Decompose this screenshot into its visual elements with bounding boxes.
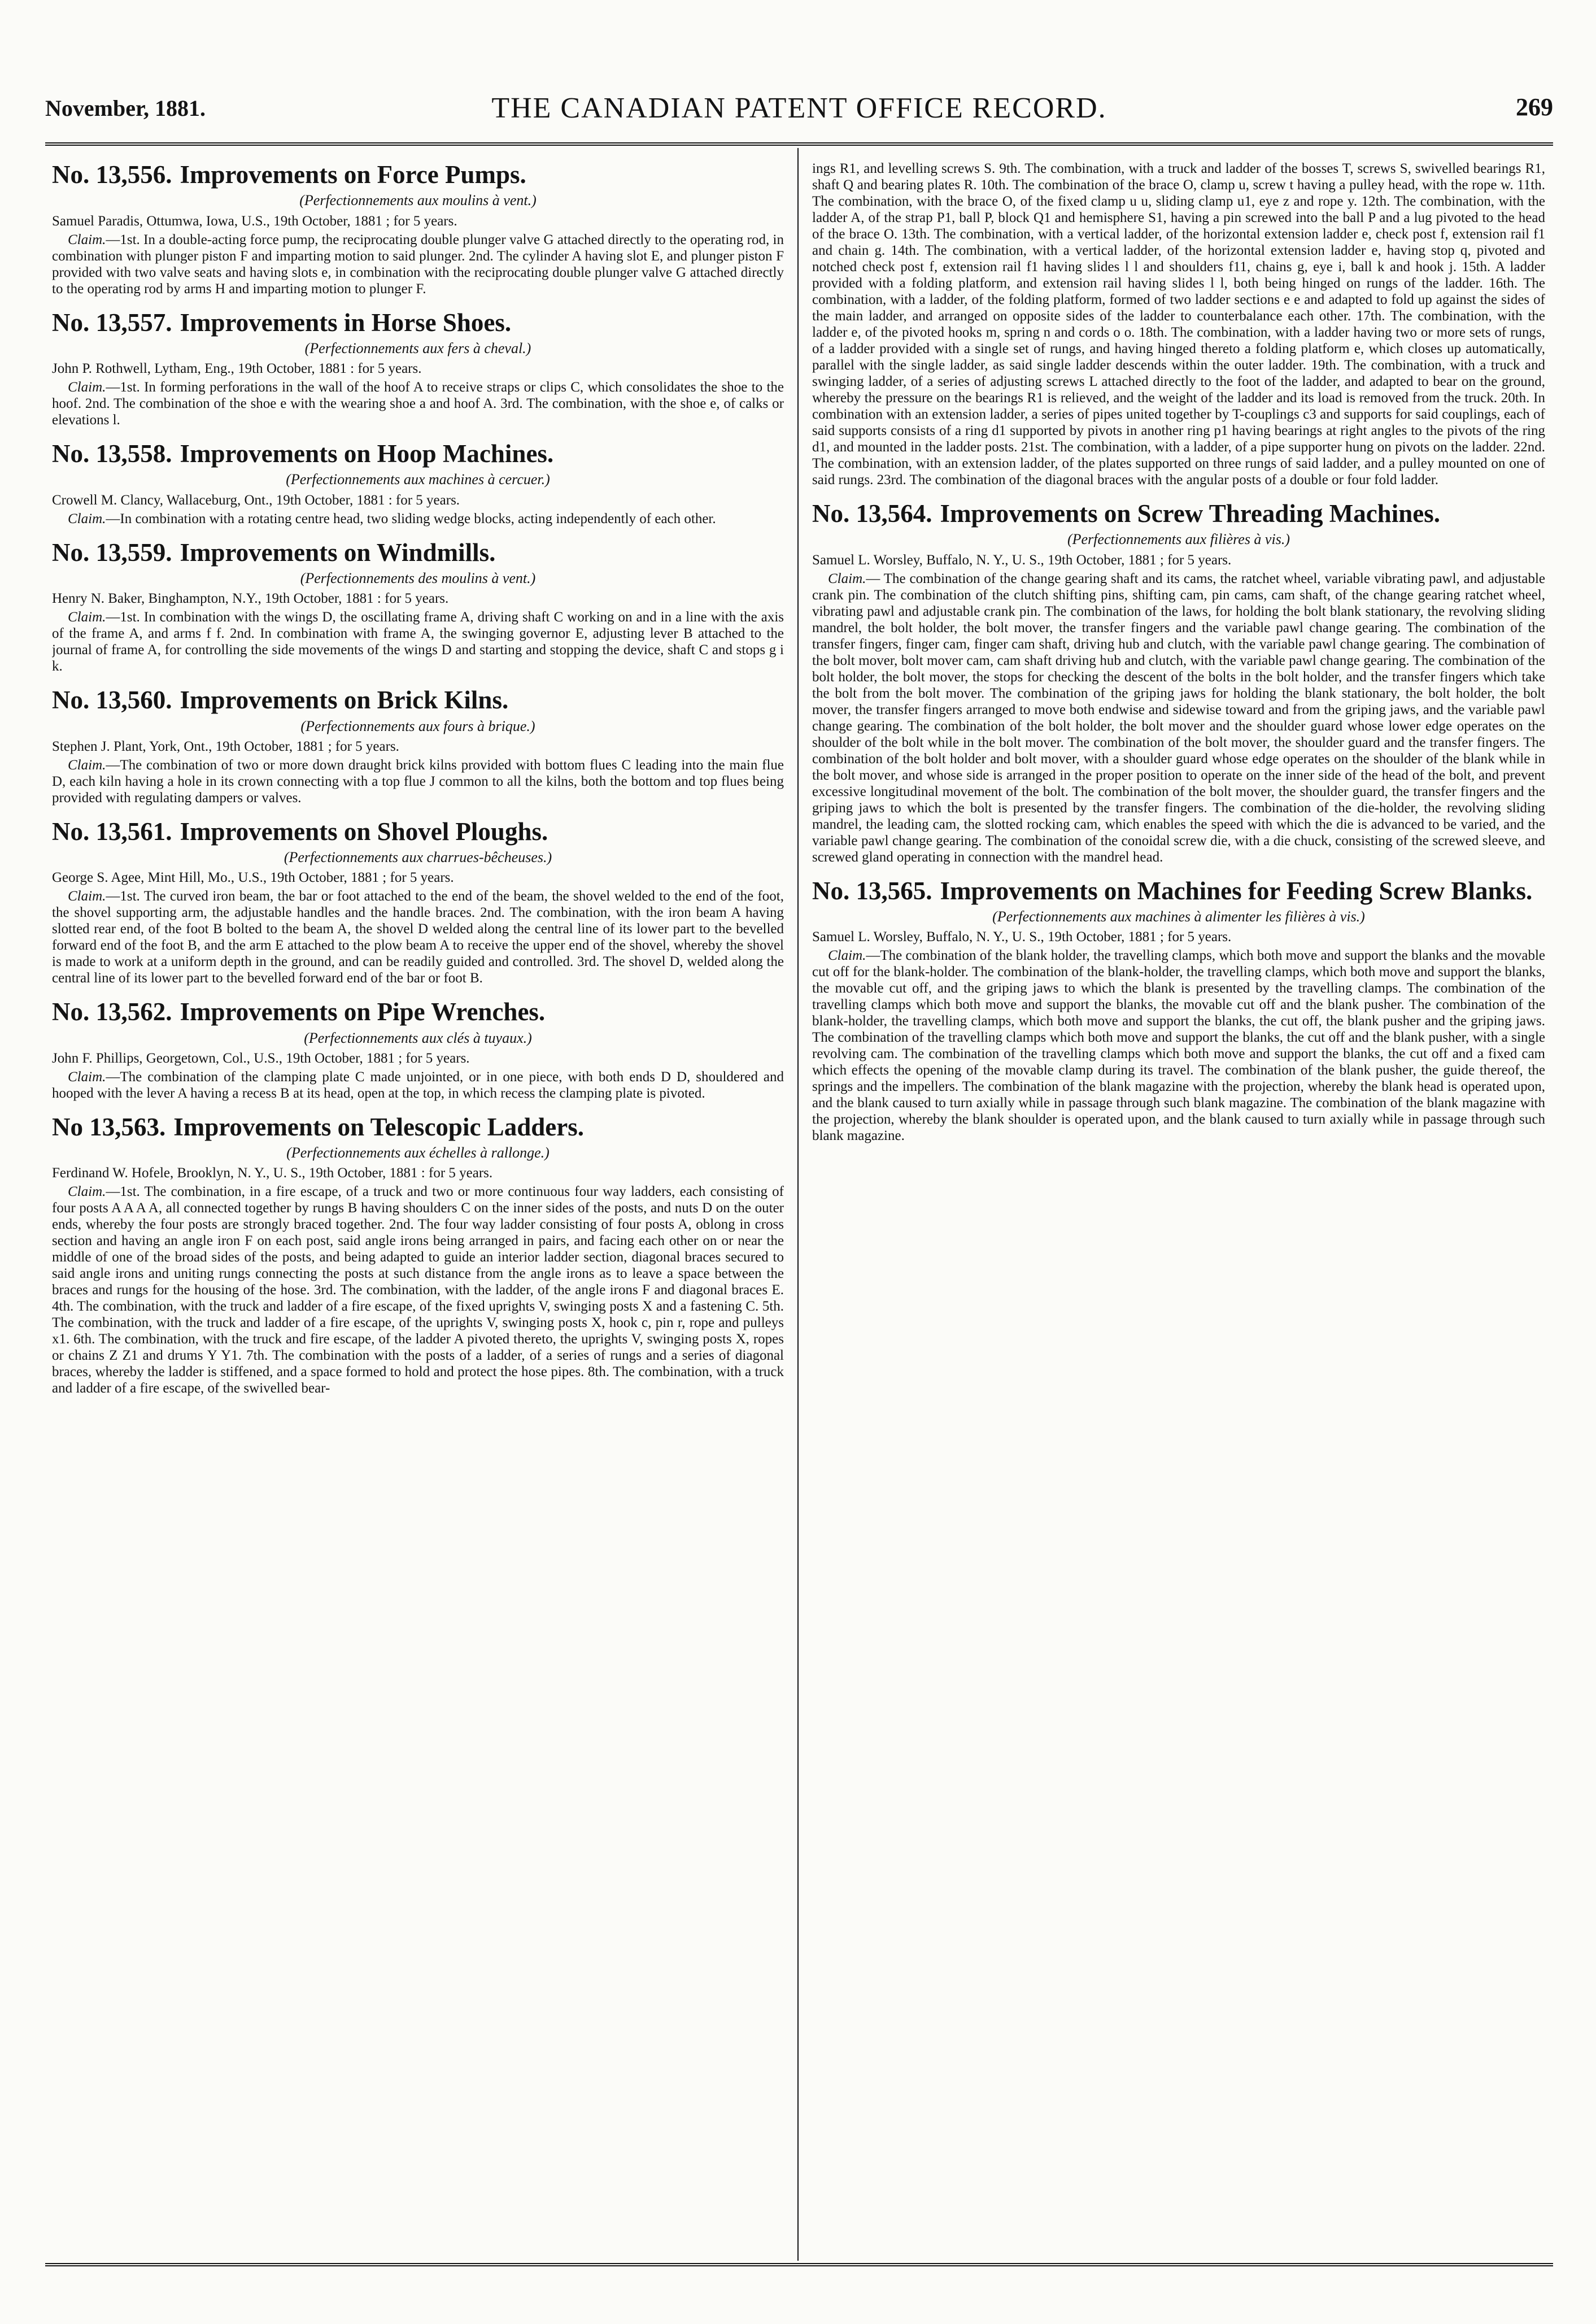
patent-number: No. 13,561. [52, 817, 172, 846]
claim-label: Claim. [68, 232, 106, 247]
claim-text: —In combination with a rotating centre head, two sliding wedge blocks, acting independently of each other. [106, 511, 716, 526]
page-header [45, 85, 1553, 130]
patent-inventor: John F. Phillips, Georgetown, Col., U.S., 19th October, 1881 ; for 5 years. [52, 1050, 470, 1066]
patent-heading [52, 1113, 784, 1141]
patent-claim [52, 757, 784, 806]
patent-heading [52, 817, 784, 846]
patent-title: Improvements on Force Pumps. [180, 160, 526, 189]
patent-entry [52, 538, 784, 675]
patent-inventor: Samuel Paradis, Ottumwa, Iowa, U.S., 19th October, 1881 ; for 5 years. [52, 213, 457, 229]
patent-french-title: (Perfectionnements aux machines à alimenter les filières à vis.) [992, 908, 1365, 925]
patent-entry [52, 1113, 784, 1397]
patent-title: Improvements on Windmills. [180, 538, 496, 567]
patent-entry [52, 998, 784, 1102]
claim-label: Claim. [68, 1069, 106, 1085]
patent-heading [52, 308, 784, 337]
claim-text: —The combination of the blank holder, the travelling clamps, which both move and support the blanks and the movable cut off for the blank-holder. The combination of the blank-holder, the travelling clamps, which both move and support the blanks, the movable cut off, and the griping jaws to which the blank is presented by the travelling clamps. The combination of the travelling clamps which both move and support the blanks, the movable cut off and the blank pusher. The combination of the blank-holder, the travelling clamps, which both move and support the blanks, the cut off, the blank pusher and the griping jaws. The combination of the travelling clamps which both move and support the blanks, the cut off and the blank pusher, with a single revolving cam. The combination of the travelling clamps which both move and support the blanks, the cut off and a fixed cam which effects the opening of the movable clamp during its travel. The combination of the blank pusher, the guide thereof, the springs and the impellers. The combination of the blank magazine with the projection, whereby the blank head is operated upon, and the blank caused to turn axially while in passage through such blank magazine. The combination of the blank magazine with the projection, whereby the blank shoulder is operated upon, and the blank caused to turn axially while in passage through such blank magazine. [812, 948, 1545, 1144]
patent-title: Improvements on Telescopic Ladders. [173, 1112, 584, 1141]
right-column [812, 160, 1545, 2260]
patent-number: No. 13,558. [52, 439, 172, 468]
patent-inventor: Samuel L. Worsley, Buffalo, N. Y., U. S., 19th October, 1881 ; for 5 years. [812, 552, 1232, 568]
footer-rule [45, 2263, 1553, 2266]
patent-inventor: Crowell M. Clancy, Wallaceburg, Ont., 19th October, 1881 : for 5 years. [52, 492, 460, 508]
patent-title: Improvements in Horse Shoes. [180, 308, 512, 337]
claim-label: Claim. [68, 889, 106, 904]
patent-french-title: (Perfectionnements des moulins à vent.) [300, 570, 536, 587]
patent-number: No. 13,556. [52, 160, 172, 189]
patent-claim [52, 609, 784, 674]
claim-text: —The combination of two or more down draught brick kilns provided with bottom flues C leading into the main flue D, each kiln having a hole in its crown connecting with a top flue J common to all the kilns, both the bottom and top flues being provided with regulating dampers or valves. [52, 757, 784, 806]
patent-inventor: John P. Rothwell, Lytham, Eng., 19th October, 1881 : for 5 years. [52, 361, 422, 377]
patent-title: Improvements on Shovel Ploughs. [180, 817, 548, 846]
claim-label: Claim. [68, 757, 106, 773]
header-rule [45, 142, 1553, 146]
patent-french-title: (Perfectionnements aux fours à brique.) [300, 717, 535, 734]
claim-text: —1st. In combination with the wings D, the oscillating frame A, driving shaft C working on and in a line with the axis of the frame A, and arms f f. 2nd. In combination with frame A, the swinging governor E, adjusting lever B attached to the journal of frame A, for controlling the side movements of the wings D and starting and stopping the device, shaft C and stops g i k. [52, 610, 784, 674]
patent-entry [812, 877, 1545, 1144]
patent-french-title: (Perfectionnements aux filières à vis.) [1067, 531, 1290, 548]
patent-title: Improvements on Screw Threading Machines. [940, 499, 1440, 528]
patent-inventor: Ferdinand W. Hofele, Brooklyn, N. Y., U. S., 19th October, 1881 : for 5 years. [52, 1165, 493, 1181]
claim-label: Claim. [68, 610, 106, 625]
patent-number: No. 13,565. [812, 876, 932, 905]
publication-title: THE CANADIAN PATENT OFFICE RECORD. [491, 92, 1107, 124]
patent-entry [52, 160, 784, 297]
patent-heading [52, 160, 784, 189]
patent-claim [52, 511, 784, 527]
patent-claim [812, 947, 1545, 1144]
patent-claim [52, 232, 784, 297]
patent-french-title: (Perfectionnements aux charrues-bêcheuses.) [284, 849, 552, 866]
patent-number: No. 13,559. [52, 538, 172, 567]
claim-label: Claim. [828, 571, 866, 586]
patent-title: Improvements on Pipe Wrenches. [180, 998, 546, 1026]
patent-claim [52, 1183, 784, 1396]
patent-french-title: (Perfectionnements aux clés à tuyaux.) [304, 1029, 532, 1046]
claim-text: —1st. In a double-acting force pump, the reciprocating double plunger valve G attached directly to the operating rod, in combination with plunger piston F and imparting motion to said plunger. 2nd. The cylinder A having slot E, and plunger piston F provided with two valve seats and having slots e, in combination with the reciprocating double plunger valve G attached directly to the operating rod by arms H and imparting motion to plunger F. [52, 232, 784, 297]
patent-heading [52, 439, 784, 468]
patent-french-title: (Perfectionnements aux machines à cercuer.) [286, 471, 550, 488]
patent-number: No. 13,560. [52, 686, 172, 715]
patent-claim [52, 379, 784, 428]
patent-heading [52, 998, 784, 1026]
patent-title: Improvements on Hoop Machines. [180, 439, 554, 468]
claim-text: —1st. In forming perforations in the wall of the hoof A to receive straps or clips C, which consolidates the shoe to the hoof. 2nd. The combination of the shoe e with the wearing shoe a and hoof A. 3rd. The combination, with the shoe e, of calks or elevations l. [52, 380, 784, 428]
patent-inventor: Stephen J. Plant, York, Ont., 19th October, 1881 ; for 5 years. [52, 738, 399, 754]
patent-claim [812, 571, 1545, 865]
patent-number: No. 13,564. [812, 499, 932, 528]
patent-entry [52, 308, 784, 429]
patent-inventor: Henry N. Baker, Binghampton, N.Y., 19th October, 1881 : for 5 years. [52, 591, 449, 607]
patent-french-title: (Perfectionnements aux moulins à vent.) [299, 192, 537, 209]
patent-number: No. 13,562. [52, 998, 172, 1026]
claim-label: Claim. [68, 511, 106, 526]
patent-heading [52, 686, 784, 714]
patent-entry [52, 686, 784, 806]
patent-title: Improvements on Machines for Feeding Screw Blanks. [940, 876, 1533, 905]
issue-date: November, 1881. [45, 95, 206, 121]
patent-continuation [812, 160, 1545, 488]
claim-label: Claim. [828, 948, 866, 964]
page-number: 269 [1516, 93, 1553, 121]
left-column [52, 160, 784, 2260]
claim-text: — The combination of the change gearing shaft and its cams, the ratchet wheel, variable vibrating pawl, and adjustable crank pin. The combination of the clutch shifting pins, shifting cam, pin cams, cam shaft, of the change gearing ratchet wheel, vibrating pawl and adjustable crank pin. The combination of the laws, for holding the bolt blank stationary, the revolving sliding mandrel, the bolt holder, the bolt mover, the transfer fingers and the variable pawl change gearing. The combination of the transfer fingers, finger cam, finger cam shaft, driving hub and clutch, with the variable pawl change gearing. The combination of the bolt mover, bolt mover cam, cam shaft driving hub and clutch, with the variable pawl change gearing. The combination of the bolt holder, the bolt mover, the stops for checking the descent of the bolts in the bolt holder, and the transfer fingers which take the bolt from the bolt mover. The combination of the griping jaws for holding the blank stationary, the bolt holder, the bolt mover, the transfer fingers arranged to move both endwise and sidewise toward and from the griping jaws, and the variable pawl change gearing. The combination of the bolt holder, the bolt mover and the shoulder guard whose lower edge operates on the shoulder of the bolt while in the bolt mover. The combination of the bolt mover, the shoulder guard and the transfer fingers. The combination of the bolt holder and bolt mover, with a shoulder guard whose edge operates on the shoulder of the blank while in the bolt mover, and whose side is arranged in the proper position to operate on the inner side of the head of the bolt, and prevent excessive longitudinal movement of the bolt. The combination of the bolt mover, the shoulder guard, the transfer fingers and the griping jaws to which the bolt is presented by the transfer fingers. The combination of the die-holder, the revolving sliding mandrel, the leading cam, the slotted rocking cam, which enables the speed with which the die is advanced to be varied, and the variable pawl change gearing. The combination of the conoidal screw die, with a die chuck, consisting of the screwed sleeve, and screwed gland operating in connection with the mandrel head. [812, 571, 1545, 865]
claim-label: Claim. [68, 1184, 106, 1200]
patent-number: No. 13,557. [52, 308, 172, 337]
patent-inventor: George S. Agee, Mint Hill, Mo., U.S., 19th October, 1881 ; for 5 years. [52, 870, 454, 886]
patent-heading [52, 538, 784, 567]
claim-label: Claim. [68, 380, 106, 395]
patent-french-title: (Perfectionnements aux échelles à rallonge.) [286, 1144, 550, 1161]
claim-text: —1st. The combination, in a fire escape, of a truck and two or more continuous four way ladders, each consisting of four posts A A A A, all connected together by rungs B having shoulders C on the inner sides of the posts, and nuts D on the outer ends, whereby the four posts are strongly braced together. 2nd. The four way ladder consisting of four posts A, oblong in cross section and having an angle iron F on each post, said angle irons being arranged in pairs, and facing each other on or near the middle of one of the broad sides of the posts, and being adapted to guide an interior ladder section, diagonal braces secured to said angle irons and uniting rungs connecting the posts at such distance from the angle irons as to leave a space between the braces and rungs for the housing of the hose. 3rd. The combination, with the ladder, of the angle irons F and diagonal braces E. 4th. The combination, with the truck and ladder of a fire escape, of the fixed uprights V, swinging posts X and a fastening C. 5th. The combination, with the truck and ladder of a fire escape, of the uprights V, swinging posts X, hook c, pin r, rope and pulleys x1. 6th. The combination, with the truck and fire escape, of the ladder A pivoted thereto, the uprights V, swinging posts X, ropes or chains Z Z1 and drums Y Y1. 7th. The combination with the posts of a ladder, of a series of rungs and a series of diagonal braces, whereby the ladder is stiffened, and a space formed to hold and protect the hose pipes. 8th. The combination, with a truck and ladder of a fire escape, of the swivelled bear- [52, 1184, 784, 1396]
patent-entry [812, 499, 1545, 865]
claim-text: —The combination of the clamping plate C made unjointed, or in one piece, with both ends D D, shouldered and hooped with the lever A having a recess B at its head, open at the top, in which recess the clamping plate is pivoted. [52, 1069, 784, 1101]
patent-title: Improvements on Brick Kilns. [180, 686, 509, 715]
patent-heading [812, 499, 1545, 528]
claim-text: —1st. The curved iron beam, the bar or foot attached to the end of the beam, the shovel welded to the end of the foot, the shovel supporting arm, the adjustable handles and the handle braces. 2nd. The combination, with the iron beam A having slotted rear end, of the foot B bolted to the beam A, the shovel D welded along the central line of its lower part to the bevelled forward end of the foot B, and the arm E attached to the plow beam A to receive the upper end of the shovel, whereby the shovel is made to work at a uniform depth in the ground, and can be readily guided and controlled. 3rd. The shovel D, welded along the central line of its lower part to the bevelled forward end of the bar or foot B. [52, 889, 784, 986]
patent-entry [52, 817, 784, 987]
patent-claim [52, 1069, 784, 1102]
patent-entry [52, 439, 784, 527]
patent-heading [812, 877, 1545, 905]
column-divider [797, 148, 799, 2261]
patent-claim [52, 888, 784, 986]
patent-number: No 13,563. [52, 1112, 166, 1141]
patent-french-title: (Perfectionnements aux fers à cheval.) [304, 340, 531, 356]
patent-inventor: Samuel L. Worsley, Buffalo, N. Y., U. S., 19th October, 1881 ; for 5 years. [812, 929, 1232, 945]
claim-continuation-text: ings R1, and levelling screws S. 9th. The combination, with a truck and ladder of the bosses T, screws S, swivelled bearings R1, shaft Q and bearing plates R. 10th. The combination of the brace O, clamp u, screw t having a pulley head, with the rope w. 11th. The combination, with the brace O, of the fixed clamp u u, sliding clamp u1, eye z and rope y. 12th. The combination, with the ladder A, of the strap P1, ball P, block Q1 and hemisphere S1, having a pin screwed into the ball P and a lug pivoted to the head of the brace O. 13th. The combination, with a vertical ladder, of the horizontal extension ladder e, check post f, extension rail f1 and chain g. 14th. The combination, with a vertical ladder, of the horizontal extension ladder e, having stop q, pivoted and notched check post f, extension rail f1 having slides l l and shoulders f11, chains g, eye i, ball k and hook j. 15th. A ladder provided with a folding platform, and extension rail having slides l l, both being hinged on rungs of the ladder. 16th. The combination, with a ladder, of the folding platform, formed of two ladder sections e e and adapted to fold up against the sides of the main ladder, and arranged on opposite sides of the ladder to counterbalance each other. 17th. The combination, with the ladder e, of the pivoted hooks m, spring n and cords o o. 18th. The combination, with a ladder having two or more sets of rungs, of a ladder provided with a single set of rungs, and having hinged thereto a folding platform e, which closes up automatically, parallel with the single ladder, as said single ladder descends within the outer ladder. 19th. The combination, with a truck and swinging ladder, of a series of adjusting screws L attached directly to the foot of the ladder, and adapted to bear on the ground, whereby the pressure on the bearings R1 is relieved, and the weight of the ladder and its load is removed from the truck. 20th. In combination with an extension ladder, a series of pipes united together by T-couplings c3 and supports for said couplings, each of said supports consists of a ring d1 supported by pivots in another ring p1 having bearings at right angles to the pivots of the ring d1, and mounted in the ladder posts. 21st. The combination, with a ladder, of a pipe supporter hung on pivots on the ladder. 22nd. The combination, with an extension ladder, of the plates supported on three rungs of said ladder, and a pulley mounted on one of said rungs. 23rd. The combination of the diagonal braces with the angular posts of a double or four fold ladder. [812, 161, 1545, 488]
